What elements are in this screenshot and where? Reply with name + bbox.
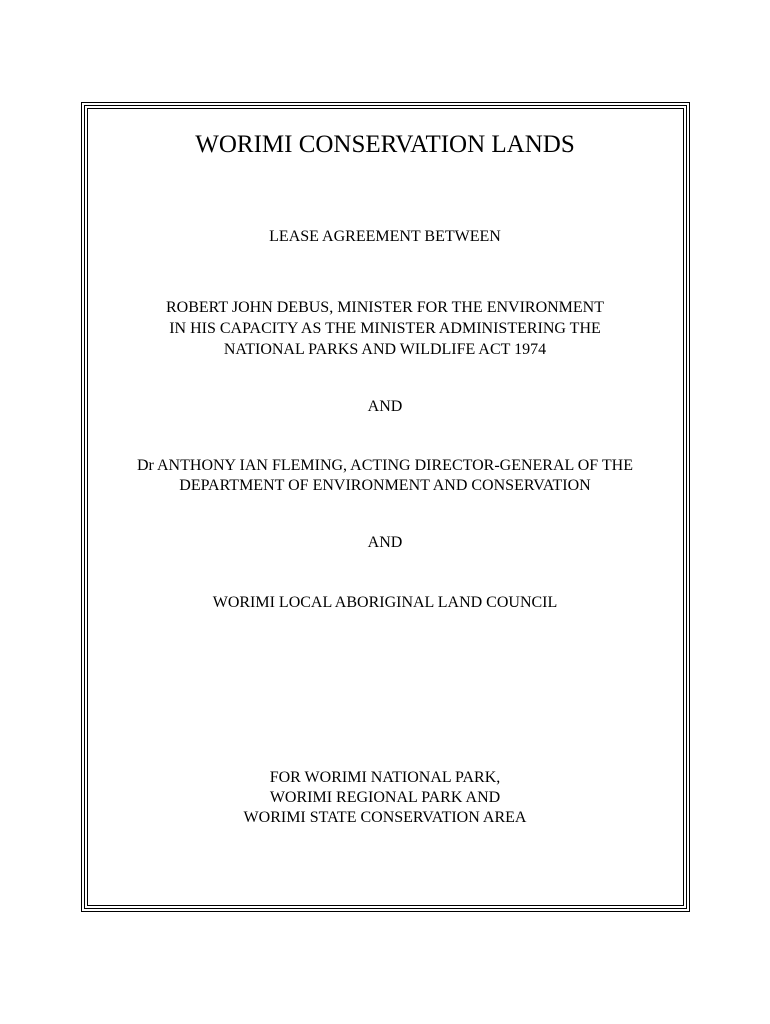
purpose-line: WORIMI REGIONAL PARK AND: [269, 789, 501, 806]
conjunction-and: AND: [367, 534, 403, 551]
conjunction-and: AND: [367, 398, 403, 415]
party-1-line: ROBERT JOHN DEBUS, MINISTER FOR THE ENVIRONMENT: [165, 299, 605, 316]
party-1-line: IN HIS CAPACITY AS THE MINISTER ADMINISTERING THE: [169, 320, 601, 337]
purpose-line: FOR WORIMI NATIONAL PARK,: [269, 769, 501, 786]
purpose-line: WORIMI STATE CONSERVATION AREA: [243, 809, 527, 826]
party-1-line: NATIONAL PARKS AND WILDLIFE ACT 1974: [223, 341, 547, 358]
document-title: WORIMI CONSERVATION LANDS: [195, 131, 575, 158]
party-2-line: DEPARTMENT OF ENVIRONMENT AND CONSERVATION: [179, 477, 591, 494]
document-subtitle: LEASE AGREEMENT BETWEEN: [269, 228, 501, 245]
party-2-line: Dr ANTHONY IAN FLEMING, ACTING DIRECTOR-GENERAL OF THE: [137, 457, 633, 474]
party-3: WORIMI LOCAL ABORIGINAL LAND COUNCIL: [212, 594, 558, 611]
